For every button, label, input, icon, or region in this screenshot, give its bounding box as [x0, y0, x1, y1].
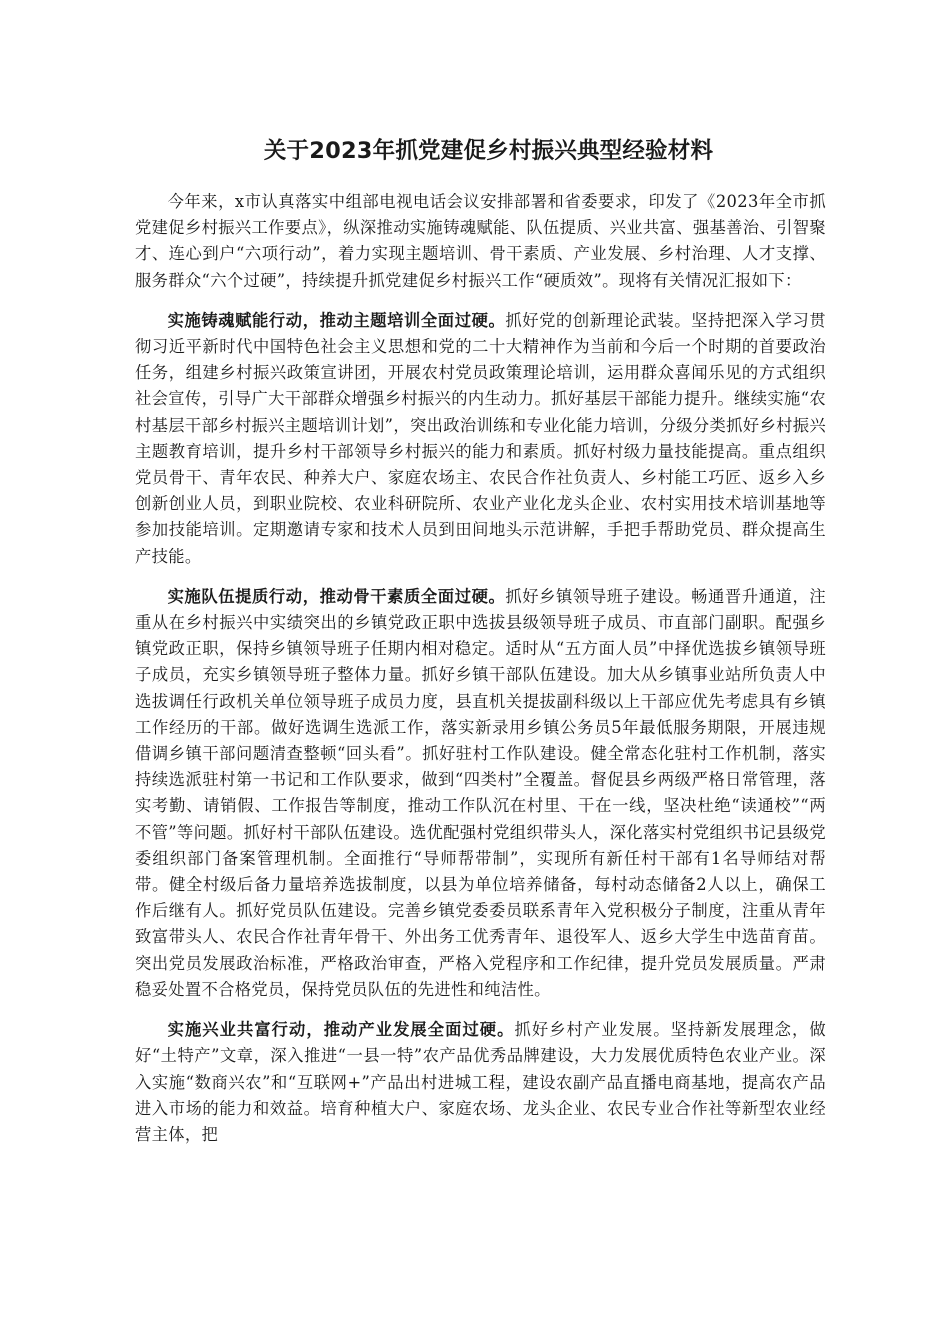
intro-paragraph — [135, 189, 826, 294]
section-lead-heading: 实施队伍提质行动，推动骨干素质全面过硬。 — [167, 586, 506, 606]
paragraph-text: 抓好乡镇领导班子建设。畅通晋升通道，注重从在乡村振兴中实绩突出的乡镇党政正职中选拔县级领导班子成员、市直部门副职。配强乡镇党政正职，保持乡镇领导班子任期内相对稳定。适时从“五方面人员”中择优选拔乡镇领导班子成员，充实乡镇领导班子整体力量。抓好乡镇干部队伍建设。加大从乡镇事业站所负责人中选拔调任行政机关单位领导班子成员力度，县直机关提拔副科级以上干部应优先考虑具有乡镇工作经历的干部。做好选调生选派工作，落实新录用乡镇公务员5年最低服务期限，开展违规借调乡镇干部问题清查整顿“回头看”。抓好驻村工作队建设。健全常态化驻村工作机制，落实持续选派驻村第一书记和工作队要求，做到“四类村”全覆盖。督促县乡两级严格日常管理，落实考勤、请销假、工作报告等制度，推动工作队沉在村里、干在一线，坚决杜绝“读通校”“两不管”等问题。抓好村干部队伍建设。选优配强村党组织带头人，深化落实村党组织书记县级党委组织部门备案管理机制。全面推行“导师帮带制”，实现所有新任村干部有1名导师结对帮带。健全村级后备力量培养选拔制度，以县为单位培养储备，每村动态储备2人以上，确保工作后继有人。抓好党员队伍建设。完善乡镇党委委员联系青年入党积极分子制度，注重从青年致富带头人、农民合作社青年骨干、外出务工优秀青年、退役军人、返乡大学生中选苗育苗。突出党员发展政治标准，严格政治审查，严格入党程序和工作纪律，提升党员发展质量。严肃稳妥处置不合格党员，保持党员队伍的先进性和纯洁性。 — [135, 586, 826, 999]
section-lead-heading: 实施兴业共富行动，推动产业发展全面过硬。 — [167, 1020, 515, 1040]
section-paragraph-team — [135, 584, 826, 1003]
paragraph-text: 抓好乡村产业发展。坚持新发展理念，做好“土特产”文章，深入推进“一县一特”农产品优秀品牌建设，大力发展优质特色农业产业。深入实施“数商兴农”和“互联网+”产品出村进城工程，建设农副产品直播电商基地，提高农产品进入市场的能力和效益。培育种植大户、家庭农场、龙头企业、农民专业合作社等新型农业经营主体，把 — [135, 1020, 826, 1144]
paragraph-text: 抓好党的创新理论武装。坚持把深入学习贯彻习近平新时代中国特色社会主义思想和党的二十大精神作为当前和今后一个时期的首要政治任务，组建乡村振兴政策宣讲团，开展农村党员政策理论培训，运用群众喜闻乐见的方式组织社会宣传，引导广大干部群众增强乡村振兴的内生动力。抓好基层干部能力提升。继续实施“农村基层干部乡村振兴主题培训计划”，突出政治训练和专业化能力培训，分级分类抓好乡村振兴主题教育培训，提升乡村干部领导乡村振兴的能力和素质。抓好村级力量技能提高。重点组织党员骨干、青年农民、种养大户、家庭农场主、农民合作社负责人、乡村能工巧匠、返乡入乡创新创业人员，到职业院校、农业科研院所、农业产业化龙头企业、农村实用技术培训基地等参加技能培训。定期邀请专家和技术人员到田间地头示范讲解，手把手帮助党员、群众提高生产技能。 — [135, 310, 826, 566]
paragraph-text: 今年来，x市认真落实中组部电视电话会议安排部署和省委要求，印发了《2023年全市抓党建促乡村振兴工作要点》，纵深推动实施铸魂赋能、队伍提质、兴业共富、强基善治、引智聚才、连心到户“六项行动”，着力实现主题培训、骨干素质、产业发展、乡村治理、人才支撑、服务群众“六个过硬”，持续提升抓党建促乡村振兴工作“硬质效”。现将有关情况汇报如下： — [135, 192, 826, 290]
section-paragraph-training — [135, 308, 826, 570]
document-title: 关于2023年抓党建促乡村振兴典型经验材料 — [263, 138, 714, 164]
section-lead-heading: 实施铸魂赋能行动，推动主题培训全面过硬。 — [167, 310, 506, 330]
section-paragraph-industry — [135, 1017, 826, 1148]
